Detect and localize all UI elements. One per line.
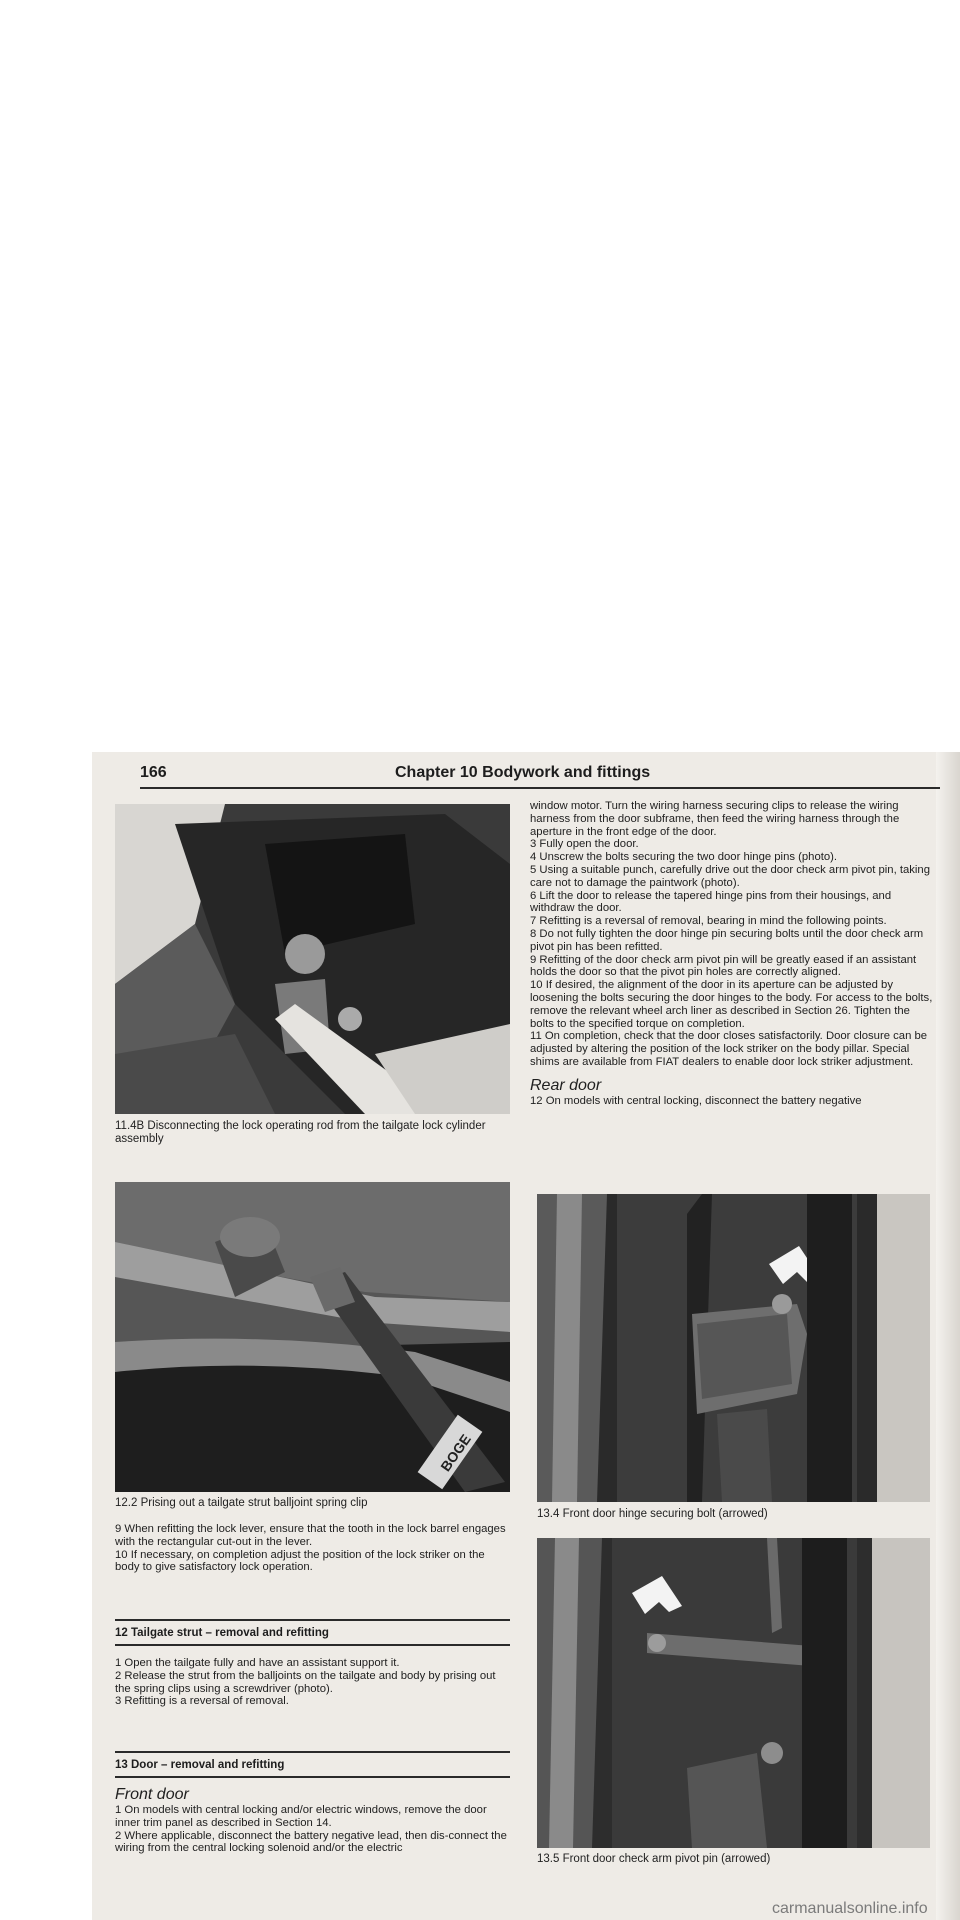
rear-door-heading: Rear door bbox=[530, 1076, 602, 1094]
photo-tailgate-lock-rod bbox=[115, 804, 510, 1114]
photo-front-door-hinge-bolt bbox=[537, 1194, 930, 1502]
left-column-text-a bbox=[115, 1523, 510, 1574]
list-item: 3 Refitting is a reversal of removal. bbox=[115, 1695, 289, 1708]
list-item: 5 Using a suitable punch, carefully drive out the door check arm pivot pin, taking care not to damage the paintwork (photo). bbox=[530, 863, 931, 889]
photo-caption: 13.4 Front door hinge securing bolt (arrowed) bbox=[537, 1508, 768, 1520]
list-item: 10 If desired, the alignment of the door in its aperture can be adjusted by loosening the bolts securing the door hinges to the body. For access to the bolts, remove the relevant wheel arch liner as described in Section 26. Tighten the bolts to the specified torque on completion. bbox=[530, 979, 933, 1030]
strut-brand-label: BOGE bbox=[437, 1431, 474, 1475]
site-watermark: carmanualsonline.info bbox=[772, 1900, 928, 1917]
section-rule bbox=[115, 1619, 510, 1621]
photo-caption: 13.5 Front door check arm pivot pin (arrowed) bbox=[537, 1853, 771, 1865]
chapter-title: Chapter 10 Bodywork and fittings bbox=[395, 764, 651, 781]
list-item: 1 On models with central locking and/or electric windows, remove the door inner trim panel as described in Section 14. bbox=[115, 1804, 487, 1829]
list-item: 9 Refitting of the door check arm pivot pin will be greatly eased if an assistant holds the door so that the pivot pin holes are correctly aligned. bbox=[530, 953, 917, 979]
paragraph: 9 When refitting the lock lever, ensure that the tooth in the lock barrel engages with the rectangular cut-out in the lever. bbox=[115, 1523, 506, 1548]
front-door-section bbox=[115, 1778, 510, 1855]
page-number: 166 bbox=[140, 764, 167, 781]
right-column-text bbox=[530, 800, 935, 1108]
section-rule bbox=[115, 1751, 510, 1753]
photo-caption: 12.2 Prising out a tailgate strut balljoint spring clip bbox=[115, 1497, 368, 1509]
section-12-body bbox=[115, 1657, 510, 1708]
page-header bbox=[140, 760, 940, 790]
list-item: 8 Do not fully tighten the door hinge pin securing bolts until the door check arm pivot pin has been refitted. bbox=[530, 927, 924, 953]
list-item: 7 Refitting is a reversal of removal, bearing in mind the following points. bbox=[530, 915, 887, 928]
list-item: 6 Lift the door to release the tapered hinge pins from their housings, and withdraw the door. bbox=[530, 889, 892, 915]
list-item: 4 Unscrew the bolts securing the two door hinge pins (photo). bbox=[530, 851, 838, 864]
list-item: 12 On models with central locking, disconnect the battery negative bbox=[530, 1094, 862, 1107]
section-rule bbox=[115, 1644, 510, 1646]
list-item: 2 Release the strut from the balljoints on the tailgate and body by prising out the spring clips using a screwdriver (photo). bbox=[115, 1669, 496, 1695]
photo-tailgate-strut-clip bbox=[115, 1182, 510, 1492]
list-item: 3 Fully open the door. bbox=[530, 838, 639, 851]
page-edge-shadow bbox=[936, 752, 960, 1920]
photo-caption: 11.4B Disconnecting the lock operating rod from the tailgate lock cylinder assembly bbox=[115, 1120, 486, 1145]
paragraph: window motor. Turn the wiring harness securing clips to release the wiring harness from the door subframe, then feed the wiring harness through the aperture in the front edge of the door. bbox=[530, 800, 900, 838]
header-rule bbox=[140, 787, 940, 789]
list-item: 2 Where applicable, disconnect the battery negative lead, then dis-connect the wiring from the central locking solenoid and/or the electric bbox=[115, 1829, 507, 1855]
front-door-heading: Front door bbox=[115, 1786, 189, 1803]
paragraph: 10 If necessary, on completion adjust the position of the lock striker on the body to give satisfactory lock operation. bbox=[115, 1548, 485, 1574]
list-item: 1 Open the tailgate fully and have an assistant support it. bbox=[115, 1657, 400, 1669]
photo-check-arm-pivot-pin bbox=[537, 1538, 930, 1848]
section-13-title: 13 Door – removal and refitting bbox=[115, 1759, 285, 1771]
section-12-title: 12 Tailgate strut – removal and refitting bbox=[115, 1627, 329, 1639]
list-item: 11 On completion, check that the door closes satisfactorily. Door closure can be adjusted by altering the position of the lock striker on the body pillar. Special shims are available from FIAT dealers to enable door lock striker adjustment. bbox=[530, 1030, 928, 1068]
